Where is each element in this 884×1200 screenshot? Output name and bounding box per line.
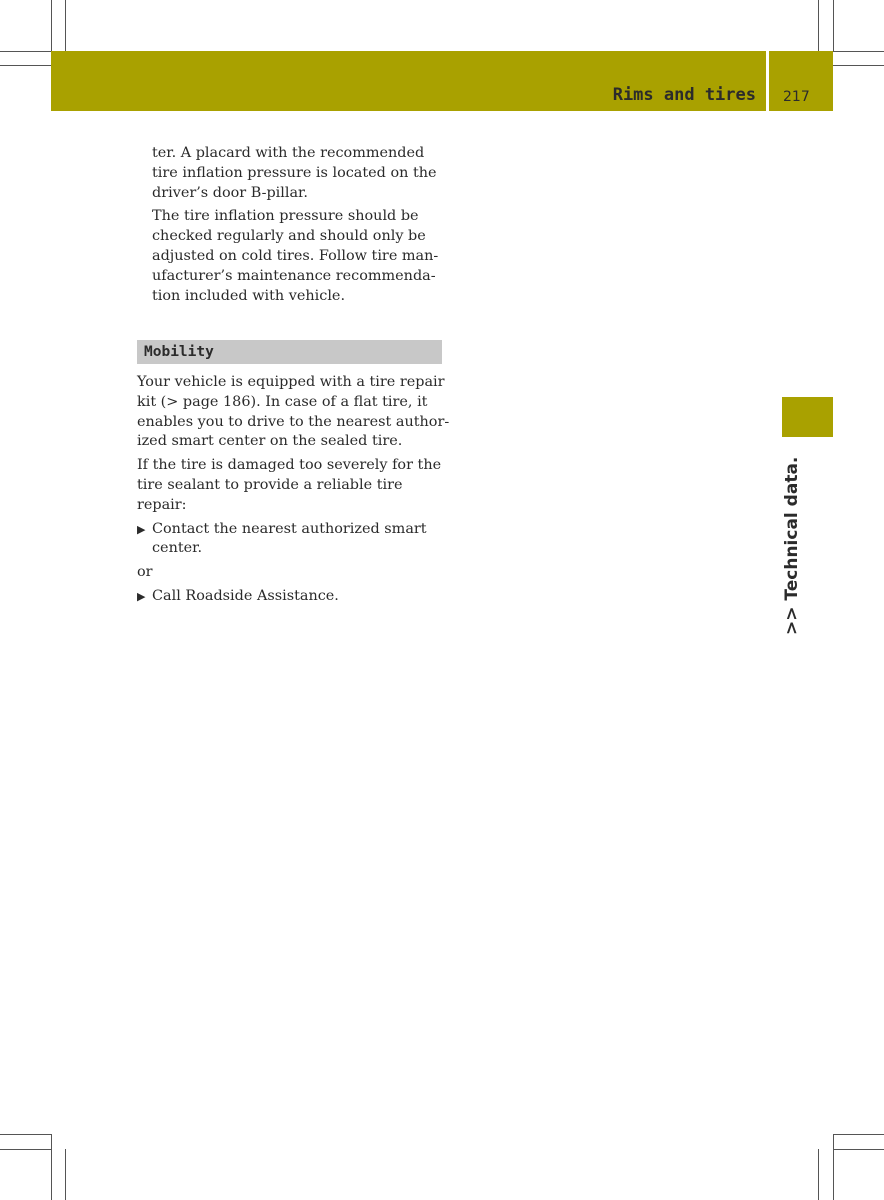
crop-mark <box>0 51 51 52</box>
crop-mark <box>0 1149 51 1150</box>
page-title: Rims and tires <box>612 85 756 105</box>
page-number-box <box>769 51 833 111</box>
header-bar <box>51 51 766 111</box>
list-item <box>137 520 452 560</box>
page-number: 217 <box>783 89 810 105</box>
crop-mark <box>818 1149 819 1200</box>
list-item-text: Call Roadside Assistance. <box>152 587 339 604</box>
crop-mark <box>833 1149 884 1150</box>
section-body <box>137 373 452 611</box>
body-paragraph: If the tire is damaged too severely for the tire sealant to provide a reliable tire repair: <box>137 457 442 513</box>
crop-mark <box>833 1134 834 1200</box>
intro-paragraph: The tire inflation pressure should be checked regularly and should only be adjusted on cold tires. Follow tire manufacturer’s maintenance recommendation included with vehicle. <box>152 208 439 304</box>
crop-mark <box>833 51 884 52</box>
crop-mark <box>0 65 51 66</box>
intro-text <box>152 144 452 310</box>
section-heading: Mobility <box>137 340 442 364</box>
list-item-text: Contact the nearest authorized smart center. <box>152 520 427 557</box>
crop-mark <box>833 65 884 66</box>
crop-mark <box>51 0 52 51</box>
bullet-triangle-icon: ▶ <box>137 522 146 536</box>
intro-paragraph: ter. A placard with the recommended tire inflation pressure is located on the driver’s door B-pillar. <box>152 145 437 201</box>
chapter-tab <box>782 397 833 437</box>
bullet-triangle-icon: ▶ <box>137 589 146 603</box>
crop-mark <box>833 0 834 51</box>
body-paragraph: Your vehicle is equipped with a tire repair kit (> page 186). In case of a flat tire, it enables you to drive to the nearest authorized smart center on the sealed tire. <box>137 374 450 450</box>
crop-mark <box>51 1134 52 1200</box>
chapter-label: >> Technical data. <box>782 456 802 635</box>
separator-text: or <box>137 564 153 581</box>
crop-mark <box>0 1134 51 1135</box>
crop-mark <box>833 1134 884 1135</box>
crop-mark <box>65 1149 66 1200</box>
crop-mark <box>65 0 66 51</box>
crop-mark <box>818 0 819 51</box>
list-item <box>137 587 452 607</box>
